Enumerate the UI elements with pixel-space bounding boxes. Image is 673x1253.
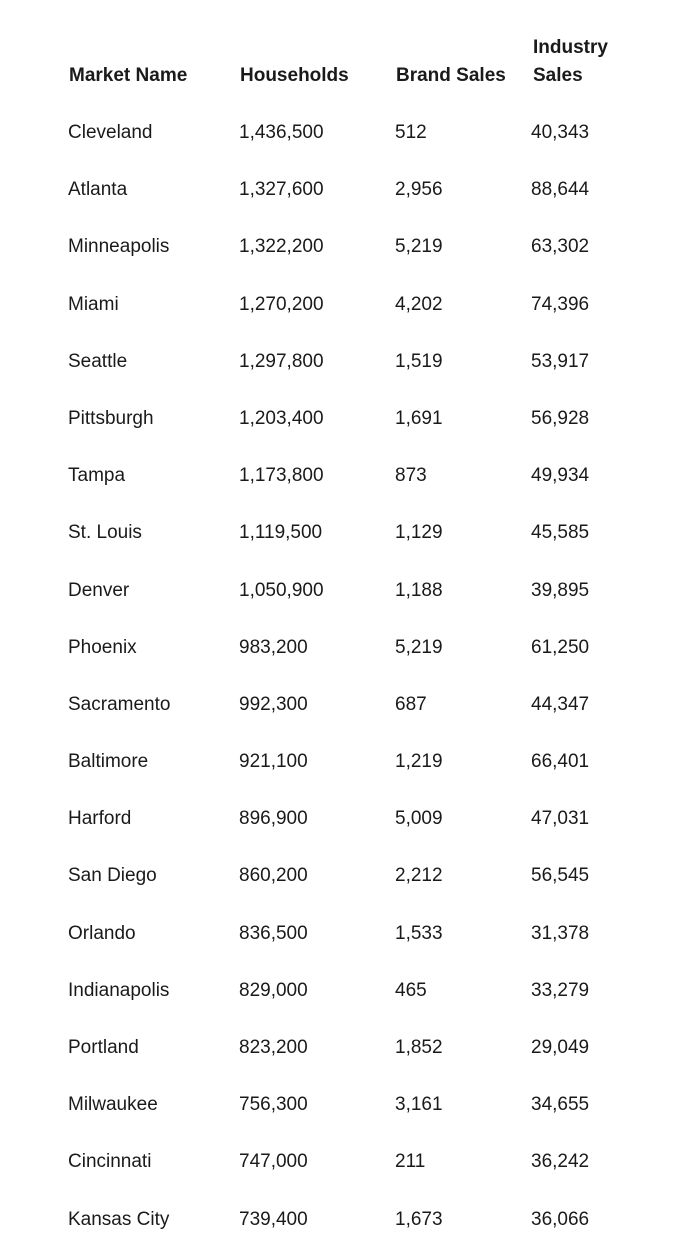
cell-market-name: Minneapolis	[68, 236, 170, 258]
header-brand-sales: Brand Sales	[396, 65, 506, 86]
table-row	[0, 391, 673, 448]
cell-industry-sales: 36,066	[531, 1208, 590, 1230]
cell-households: 921,100	[239, 751, 308, 773]
cell-industry-sales: 63,302	[531, 236, 590, 258]
cell-households: 829,000	[239, 979, 308, 1001]
cell-households: 983,200	[239, 636, 308, 658]
cell-market-name: Atlanta	[68, 179, 128, 201]
cell-households: 896,900	[239, 808, 308, 830]
table-row	[0, 334, 673, 391]
table-row	[0, 791, 673, 848]
table-header	[0, 0, 673, 100]
cell-market-name: Portland	[68, 1037, 139, 1058]
table-row	[0, 734, 673, 791]
cell-industry-sales: 47,031	[531, 808, 590, 830]
cell-market-name: Sacramento	[68, 693, 171, 715]
table-row	[0, 105, 673, 162]
cell-industry-sales: 49,934	[531, 465, 590, 487]
cell-households: 823,200	[239, 1037, 308, 1058]
table-body	[0, 105, 673, 1249]
cell-industry-sales: 61,250	[531, 636, 590, 658]
cell-brand-sales: 1,519	[395, 350, 443, 372]
cell-households: 1,119,500	[239, 522, 323, 544]
table-row	[0, 162, 673, 219]
table-row	[0, 448, 673, 505]
cell-market-name: San Diego	[68, 865, 157, 887]
cell-households: 739,400	[239, 1208, 308, 1230]
cell-brand-sales: 4,202	[395, 293, 443, 315]
table-row	[0, 963, 673, 1020]
cell-brand-sales: 211	[395, 1151, 426, 1173]
table-row	[0, 1020, 673, 1077]
cell-industry-sales: 66,401	[531, 751, 590, 773]
cell-market-name: Denver	[68, 579, 130, 601]
cell-brand-sales: 3,161	[395, 1094, 443, 1116]
cell-households: 1,270,200	[239, 293, 324, 315]
cell-market-name: Miami	[68, 293, 119, 315]
cell-industry-sales: 56,545	[531, 865, 590, 887]
table-row	[0, 906, 673, 963]
cell-households: 747,000	[239, 1151, 308, 1173]
cell-households: 1,436,500	[239, 122, 324, 143]
cell-market-name: Milwaukee	[68, 1094, 158, 1116]
cell-brand-sales: 2,212	[395, 865, 443, 887]
cell-industry-sales: 39,895	[531, 579, 590, 601]
cell-industry-sales: 29,049	[531, 1037, 590, 1058]
cell-brand-sales: 1,188	[395, 579, 443, 601]
cell-brand-sales: 5,219	[395, 236, 443, 258]
cell-industry-sales: 33,279	[531, 979, 590, 1001]
cell-brand-sales: 1,129	[395, 522, 443, 544]
table-row	[0, 505, 673, 562]
table-row	[0, 1077, 673, 1134]
cell-brand-sales: 465	[395, 979, 427, 1001]
cell-industry-sales: 36,242	[531, 1151, 590, 1173]
table-row	[0, 677, 673, 734]
cell-market-name: Phoenix	[68, 636, 137, 658]
table-row	[0, 1134, 673, 1191]
cell-brand-sales: 1,219	[395, 751, 443, 773]
cell-industry-sales: 40,343	[531, 122, 590, 143]
cell-brand-sales: 2,956	[395, 179, 443, 201]
cell-market-name: Kansas City	[68, 1208, 170, 1230]
cell-brand-sales: 512	[395, 122, 427, 143]
cell-market-name: Cincinnati	[68, 1151, 152, 1173]
cell-households: 1,173,800	[239, 465, 324, 487]
cell-households: 1,327,600	[239, 179, 324, 201]
table-row	[0, 1192, 673, 1249]
table-row	[0, 620, 673, 677]
cell-households: 860,200	[239, 865, 308, 887]
cell-households: 1,203,400	[239, 407, 324, 429]
cell-market-name: Pittsburgh	[68, 407, 154, 429]
cell-industry-sales: 44,347	[531, 693, 590, 715]
cell-industry-sales: 74,396	[531, 293, 590, 315]
cell-industry-sales: 34,655	[531, 1094, 590, 1116]
header-industry-sales-line2: Sales	[533, 65, 583, 86]
cell-market-name: Seattle	[68, 350, 128, 372]
cell-brand-sales: 687	[395, 693, 427, 715]
cell-brand-sales: 5,009	[395, 808, 443, 830]
cell-market-name: Tampa	[68, 465, 126, 487]
cell-households: 836,500	[239, 922, 308, 944]
cell-industry-sales: 56,928	[531, 407, 590, 429]
header-market-name: Market Name	[69, 65, 188, 86]
header-industry-sales	[533, 34, 643, 90]
cell-brand-sales: 1,533	[395, 922, 443, 944]
cell-industry-sales: 45,585	[531, 522, 590, 544]
cell-market-name: Harford	[68, 808, 132, 830]
cell-market-name: St. Louis	[68, 522, 142, 544]
cell-brand-sales: 873	[395, 465, 427, 487]
cell-households: 1,297,800	[239, 350, 324, 372]
cell-households: 1,322,200	[239, 236, 324, 258]
cell-households: 1,050,900	[239, 579, 324, 601]
table-row	[0, 219, 673, 276]
cell-brand-sales: 5,219	[395, 636, 443, 658]
table-row	[0, 563, 673, 620]
header-households: Households	[240, 65, 349, 86]
table-row	[0, 848, 673, 905]
cell-brand-sales: 1,673	[395, 1208, 443, 1230]
table-row	[0, 277, 673, 334]
cell-industry-sales: 88,644	[531, 179, 590, 201]
cell-market-name: Cleveland	[68, 122, 153, 143]
cell-households: 992,300	[239, 693, 308, 715]
cell-industry-sales: 31,378	[531, 922, 590, 944]
cell-brand-sales: 1,852	[395, 1037, 443, 1058]
header-industry-sales-line1: Industry	[533, 37, 608, 58]
cell-market-name: Baltimore	[68, 751, 149, 773]
cell-industry-sales: 53,917	[531, 350, 590, 372]
cell-market-name: Indianapolis	[68, 979, 170, 1001]
cell-market-name: Orlando	[68, 922, 136, 944]
cell-brand-sales: 1,691	[395, 407, 443, 429]
cell-households: 756,300	[239, 1094, 308, 1116]
